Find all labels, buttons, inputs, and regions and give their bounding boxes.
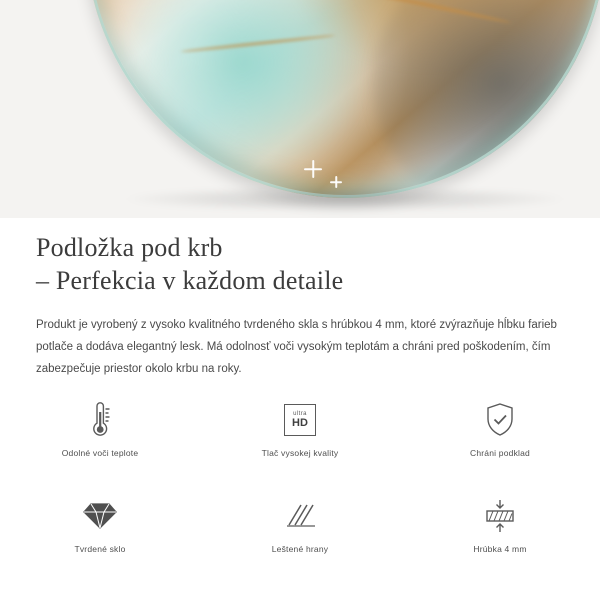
shield-check-icon <box>483 398 517 442</box>
thermometer-icon <box>83 398 117 442</box>
feature-item-tempered-glass <box>0 494 200 578</box>
feature-item-surface-protection <box>400 398 600 482</box>
feature-label: Leštené hrany <box>271 544 329 554</box>
polished-edges-icon <box>281 494 319 538</box>
page-title <box>0 218 600 298</box>
thickness-icon <box>480 494 520 538</box>
feature-item-thickness <box>400 494 600 578</box>
feature-label: Tlač vysokej kvality <box>261 448 339 458</box>
description-paragraph: Produkt je vyrobený z vysoko kvalitného tvrdeného skla s hrúbkou 4 mm, ktoré zvýrazňuje hĺbku farieb potlače a dodáva elegantný lesk. Má odolnosť voči vysokým teplotám a chráni pred poškodením, čím zabezpečuje priestor okolo krbu na roky. <box>36 318 557 376</box>
feature-grid <box>0 398 600 578</box>
feature-label: Chráni podklad <box>470 448 530 458</box>
hero-image <box>0 0 600 218</box>
feature-label: Tvrdené sklo <box>74 544 126 554</box>
ultra-hd-badge-small: ultra <box>293 411 307 417</box>
feature-item-heat-resistant <box>0 398 200 482</box>
ultra-hd-icon <box>284 398 316 442</box>
board-drop-shadow <box>120 186 570 212</box>
headline-line-1: Podložka pod krb <box>36 233 223 262</box>
ultra-hd-badge-big: HD <box>292 417 308 429</box>
feature-item-polished-edges <box>200 494 400 578</box>
feature-item-print-quality <box>200 398 400 482</box>
feature-label: Hrúbka 4 mm <box>473 544 527 554</box>
text-content <box>0 218 600 381</box>
headline-line-2: – Perfekcia v každom detaile <box>36 265 344 295</box>
diamond-icon <box>81 494 119 538</box>
feature-label: Odolné voči teplote <box>61 448 139 458</box>
